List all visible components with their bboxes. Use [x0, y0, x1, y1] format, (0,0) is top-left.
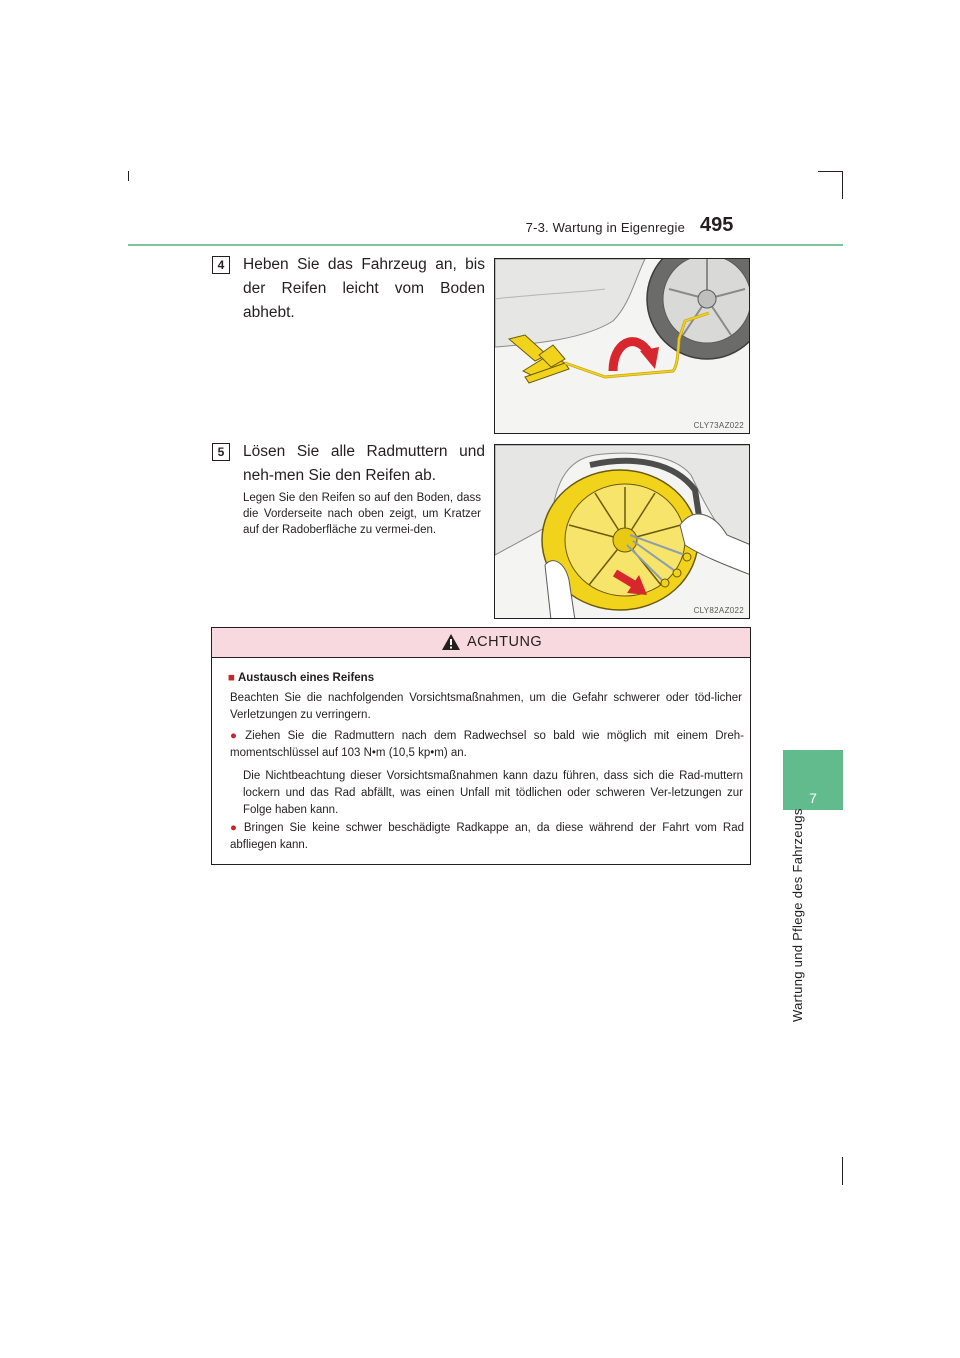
step-note: Legen Sie den Reifen so auf den Boden, dass die Vorderseite nach oben zeigt, um Kratzer auf der Radoberfläche zu vermei-den. — [243, 492, 481, 536]
warning-title: ACHTUNG — [467, 634, 543, 650]
crop-mark — [842, 1157, 843, 1185]
step-text: Lösen Sie alle Radmuttern und neh-men Sie den Reifen ab. — [243, 443, 485, 484]
figure-code: CLY73AZ022 — [693, 421, 744, 430]
bullet-dot-icon: ● — [230, 822, 240, 834]
step-number: 4 — [212, 256, 230, 274]
figure-jack-lifting — [494, 258, 750, 434]
figure-wheel-removal — [494, 444, 750, 619]
chapter-tab — [783, 750, 843, 810]
section-title: 7-3. Wartung in Eigenregie — [525, 220, 685, 235]
warning-heading: ■ Austausch eines Reifens — [228, 672, 375, 684]
header-rule — [128, 244, 843, 246]
bullet-dot-icon: ● — [230, 730, 242, 742]
crop-mark — [128, 171, 129, 181]
page-number: 495 — [700, 214, 734, 236]
warning-triangle-icon — [442, 634, 460, 650]
step-number: 5 — [212, 443, 230, 461]
chapter-title-vertical: Wartung und Pflege des Fahrzeugs — [790, 808, 805, 1022]
crop-mark — [818, 171, 843, 172]
warning-box — [211, 627, 751, 865]
crop-mark — [842, 171, 843, 199]
step-text: Heben Sie das Fahrzeug an, bis der Reifen leicht vom Boden abhebt. — [243, 256, 485, 321]
jack-illustration — [495, 259, 750, 434]
figure-code: CLY82AZ022 — [693, 606, 744, 615]
chapter-number: 7 — [809, 790, 817, 806]
wheel-illustration — [495, 445, 750, 619]
warning-intro: Beachten Sie die nachfolgenden Vorsichtsmaßnahmen, um die Gefahr schwerer oder töd-licher Verletzungen zu verringern. — [230, 692, 742, 721]
warning-header — [212, 628, 750, 658]
warning-bullet: ● Ziehen Sie die Radmuttern nach dem Radwechsel so bald wie möglich mit einem Dreh-momentschlüssel auf 103 N•m (10,5 kp•m) an. — [230, 730, 744, 759]
warning-followup: Die Nichtbeachtung dieser Vorsichtsmaßnahmen kann dazu führen, dass sich die Rad-muttern lockern und das Rad abfällt, was einen Unfall mit tödlichen oder schweren Ver-letzungen zur Folge haben kann. — [243, 770, 743, 816]
square-bullet-icon: ■ — [228, 672, 235, 684]
warning-bullet: ● Bringen Sie keine schwer beschädigte Radkappe an, da diese während der Fahrt vom Rad abfliegen kann. — [230, 822, 744, 851]
